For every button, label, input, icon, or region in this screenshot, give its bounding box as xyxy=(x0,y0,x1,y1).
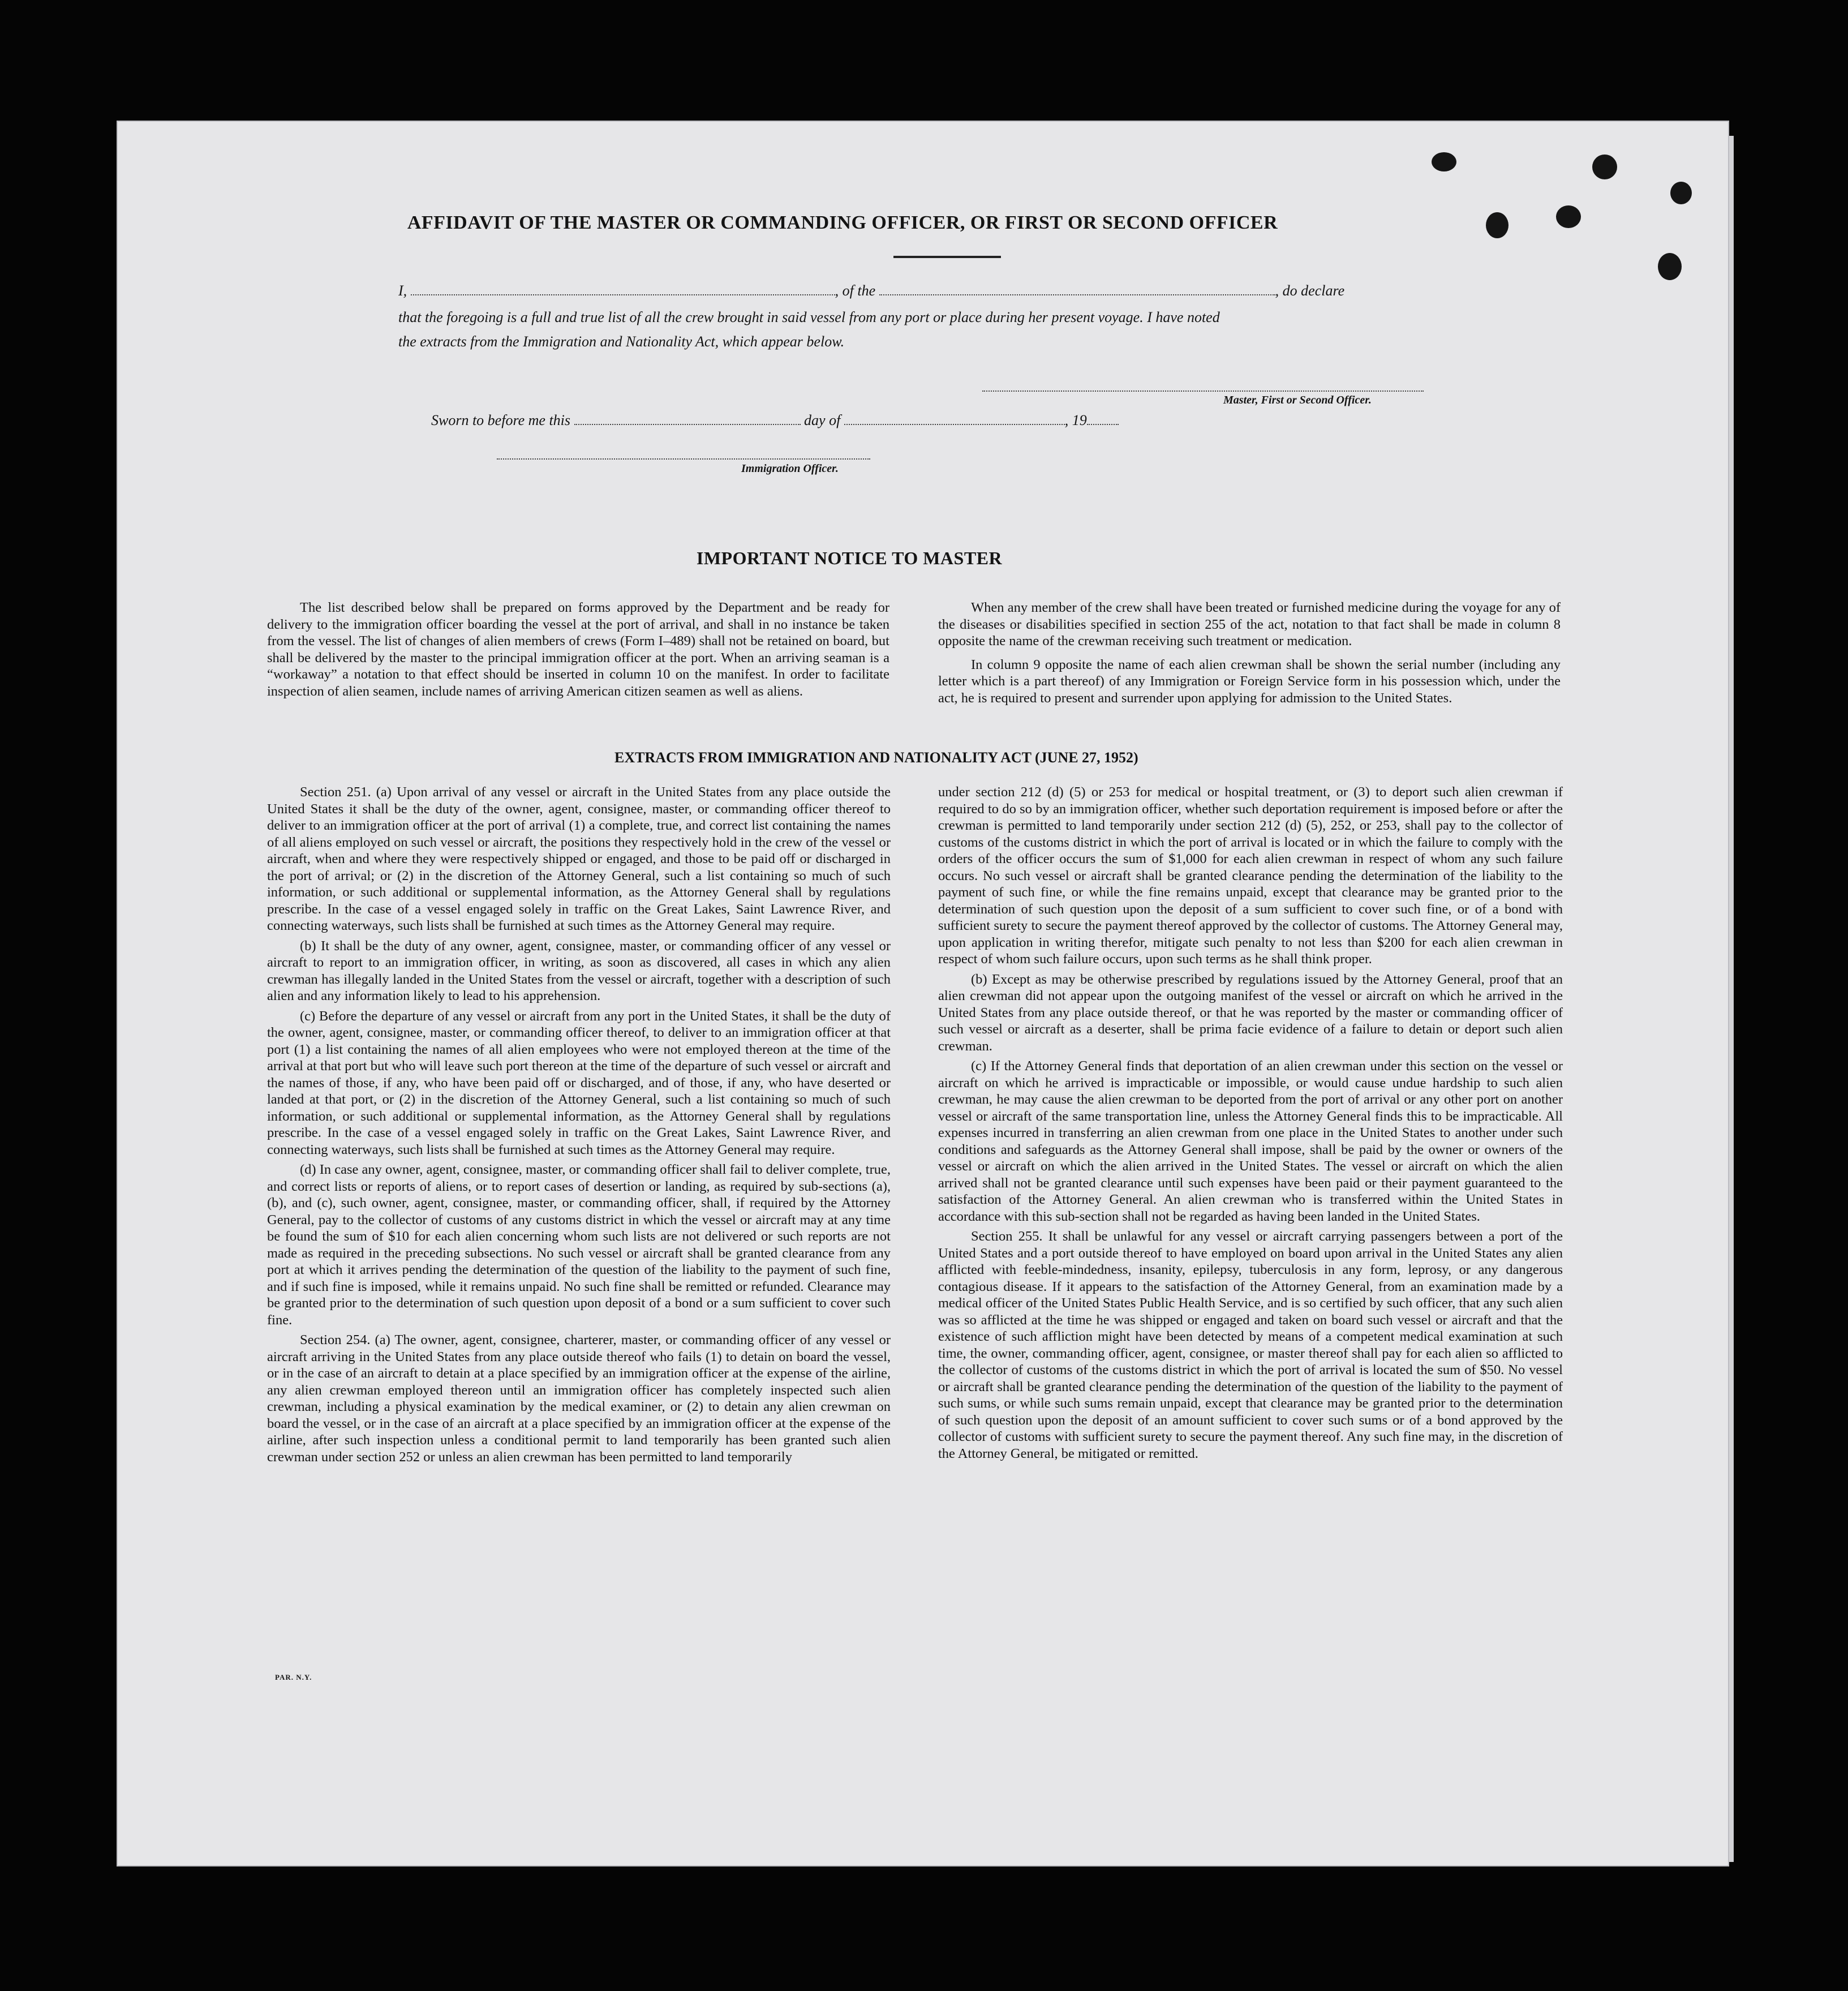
day-of-label: day of xyxy=(804,412,841,428)
section-254-a: Section 254. (a) The owner, agent, consignee, charterer, master, or commanding officer of any vessel or aircraft arriving in the United States from any place outside thereof who fails (1) to detain on board the vessel, or in the case of an aircraft to detain at a place specified by an immigration officer at the expense of the airline, any alien crewman employed thereon until an immigration officer has completely inspected such alien crewman, including a physical examination by the medical examiner, or (2) to detain any alien crewman on board the vessel, or in the case of an aircraft at a place specified by an immigration officer at the expense of the airline, after such inspection unless a conditional permit to land temporarily has been granted such alien crewman under section 252 or unless an alien crewman has been permitted to land temporarily xyxy=(267,1332,891,1465)
sworn-label: Sworn to before me this xyxy=(431,412,571,428)
extracts-left-column xyxy=(267,784,891,1469)
section-254-a-continued: under section 212 (d) (5) or 253 for medical or hospital treatment, or (3) to deport such alien crewman if required to do so by an immigration officer, whether such deportation requirement is imposed before or after the crewman is permitted to land temporarily under section 212 (d) (5), 252, or 253, shall pay to the collector of customs of the customs district in which the port of arrival is located or in which the failure to comply with the orders of the officer occurs the sum of $1,000 for each alien crewman in respect of whom any such failure occurs. No such vessel or aircraft shall be granted clearance pending the determination of the liability to the payment of such fine, or while the fine remains unpaid, except that clearance may be granted prior to the determination of such question upon the deposit of a sum sufficient to cover such fine, or of a bond with sufficient surety to secure the payment thereof approved by the collector of customs. The Attorney General may, upon application in writing therefor, mitigate such penalty to not less than $200 for each alien crewman in respect of whom such failure occurs, upon such terms as he shall think proper. xyxy=(938,784,1563,967)
section-251-b: (b) It shall be the duty of any owner, agent, consignee, master, or commanding officer of any vessel or aircraft to report to an immigration officer, in writing, as soon as discovered, all cases in which any alien crewman has illegally landed in the United States from the vessel or aircraft, together with a description of such alien and any information likely to lead to his apprehension. xyxy=(267,938,891,1003)
year-label: , 19 xyxy=(1064,412,1087,428)
vessel-blank[interactable] xyxy=(879,283,1275,295)
printer-mark: PAR. N.Y. xyxy=(275,1673,312,1681)
section-254-c: (c) If the Attorney General finds that deportation of an alien crewman under this section on the vessel or aircraft on which he arrived is impracticable or impossible, or would cause undue hardship to such alien crewman, he may cause the alien crewman to be deported from the port of arrival or any other port on another vessel or aircraft of the same transportation line, unless the Attorney General finds this to be impracticable. All expenses incurred in transferring an alien crewman from one place in the United States to another under such conditions and safeguards as the Attorney General shall impose, shall be paid by the owner or owners of the vessel or aircraft on which the alien arrived in the United States. The vessel or aircraft on which the alien arrived shall not be granted clearance until such expenses have been paid or their payment guaranteed to the satisfaction of the Attorney General. An alien crewman who is transferred within the United States in accordance with this sub-section shall not be regarded as having been landed in the United States. xyxy=(938,1058,1563,1224)
declaration-line-1 xyxy=(398,282,1344,299)
ink-spot xyxy=(1670,182,1692,204)
title-rule xyxy=(893,256,1001,258)
affidavit-title: AFFIDAVIT OF THE MASTER OR COMMANDING OFFICER, OR FIRST OR SECOND OFFICER xyxy=(407,212,1278,233)
sworn-day-blank[interactable] xyxy=(574,413,801,425)
of-the-label: , of the xyxy=(835,282,876,299)
section-251-a: Section 251. (a) Upon arrival of any vessel or aircraft in the United States from any place outside the United States it shall be the duty of the owner, agent, consignee, master, or commanding officer thereof to deliver to an immigration officer at the port of arrival (1) a complete, true, and correct list containing the names of all aliens employed on such vessel or aircraft, the positions they respectively hold in the crew of the vessel or aircraft, when and where they were respectively shipped or engaged, and those to be paid off or discharged in the port of arrival; or (2) in the discretion of the Attorney General, such a list containing so much of such information, or such additional or supplemental information, as the Attorney General shall by regulations prescribe. In the case of a vessel engaged solely in traffic on the Great Lakes, Saint Lawrence River, and connecting waterways, such lists shall be furnished at such times as the Attorney General may require. xyxy=(267,784,891,933)
notice-right-paragraph-2: In column 9 opposite the name of each alien crewman shall be shown the serial number (including any letter which is a part thereof) of any Immigration or Foreign Service form in his possession which, under the act, he is required to present and surrender upon applying for admission to the United States. xyxy=(938,656,1561,706)
officer-signature-line[interactable] xyxy=(497,458,870,460)
master-signature-label: Master, First or Second Officer. xyxy=(1223,394,1372,406)
notice-right-column xyxy=(938,599,1561,710)
section-254-b: (b) Except as may be otherwise prescribed by regulations issued by the Attorney General, proof that an alien crewman did not appear upon the outgoing manifest of the vessel or aircraft on which he arrived in the United States from any place outside thereof, or that he was reported by the master or commanding officer of such vessel or aircraft as a deserter, shall be prima facie evidence of a failure to detain or deport such alien crewman. xyxy=(938,971,1563,1054)
ink-spot xyxy=(1592,155,1617,179)
sworn-month-blank[interactable] xyxy=(844,413,1065,425)
document-page xyxy=(117,121,1729,1866)
section-251-d: (d) In case any owner, agent, consignee, master, or commanding officer shall fail to deliver complete, true, and correct lists or reports of aliens, or to report cases of desertion or landing, as required by sub-sections (a), (b), and (c), such owner, agent, consignee, master, or commanding officer, shall, if required by the Attorney General, pay to the collector of customs of any customs district in which the vessel or aircraft may at any time be found the sum of $10 for each alien concerning whom such lists are not delivered or such reports are not made as required in the preceding subsections. No such vessel or aircraft shall be granted clearance from any port at which it arrives pending the determination of the question of the liability to the payment of such fine, and if such fine is imposed, while it remains unpaid. No such fine shall be remitted or refunded. Clearance may be granted prior to the determination of such question upon deposit of a bond or a sum sufficient to cover such fine. xyxy=(267,1162,891,1328)
section-255: Section 255. It shall be unlawful for any vessel or aircraft carrying passengers between a port of the United States and a port outside thereof to have employed on board upon arrival in the United States any alien afflicted with feeble-mindedness, insanity, epilepsy, tuberculosis in any form, leprosy, or any dangerous contagious disease. If it appears to the satisfaction of the Attorney General, from an examination made by a medical officer of the United States Public Health Service, and is so certified by such officer, that any such alien was so afflicted at the time he was shipped or engaged and taken on board such vessel or aircraft and that the existence of such affliction might have been detected by means of a competent medical examination at such time, the owner, commanding officer, agent, consignee, or master thereof shall pay for each alien so afflicted to the collector of customs of the customs district in which the port of arrival is located the sum of $50. No vessel or aircraft shall be granted clearance pending the determination of the question of the liability to the payment of such sums, or while such sums remain unpaid, except that clearance may be granted prior to the determination of such question upon the deposit of an amount sufficient to cover such sums or of a bond approved by the collector of customs with sufficient surety to secure the payment thereof. Any such fine may, in the discretion of the Attorney General, be mitigated or remitted. xyxy=(938,1229,1563,1461)
name-blank[interactable] xyxy=(411,283,835,295)
sworn-line xyxy=(431,412,1119,429)
notice-right-paragraph-1: When any member of the crew shall have been treated or furnished medicine during the voyage for any of the diseases or disabilities specified in section 255 of the act, notation to that fact shall be made in column 8 opposite the name of the crewman receiving such treatment or medication. xyxy=(938,600,1561,649)
i-label: I, xyxy=(398,282,407,299)
sworn-year-blank[interactable] xyxy=(1087,413,1119,425)
declaration-line-3: the extracts from the Immigration and Nationality Act, which appear below. xyxy=(398,333,845,350)
ink-spot xyxy=(1432,152,1456,171)
declaration-line-2: that the foregoing is a full and true list of all the crew brought in said vessel from any port or place during her present voyage. I have noted xyxy=(398,309,1220,325)
notice-left-paragraph: The list described below shall be prepared on forms approved by the Department and be ready for delivery to the immigration officer boarding the vessel at the port of arrival, and shall in no instance be taken from the vessel. The list of changes of alien members of crews (Form I–489) shall not be retained on board, but shall be delivered by the master to the principal immigration officer at the port. When an arriving seaman is a “workaway” a notation to that effect should be inserted in column 10 on the manifest. In order to facilitate inspection of alien seamen, include names of arriving American citizen seamen as well as aliens. xyxy=(267,600,889,699)
section-251-c: (c) Before the departure of any vessel or aircraft from any port in the United States, it shall be the duty of the owner, agent, consignee, master, or commanding officer thereof, to deliver to an immigration officer at that port (1) a list containing the names of all alien employees who were not employed thereon at the time of the arrival at that port but who will leave such port thereon at the time of the departure of such vessel or aircraft and the names of those, if any, who have been paid off or discharged, and of those, if any, who have deserted or landed at that port, or (2) in the discretion of the Attorney General, such a list containing so much of such information, or such additional or supplemental information, as the Attorney General shall by regulations prescribe. In the case of a vessel engaged solely in traffic on the Great Lakes, Saint Lawrence River, and connecting waterways, such lists shall be furnished at such times as the Attorney General may require. xyxy=(267,1008,891,1157)
notice-left-column xyxy=(267,599,889,703)
declare-label: , do declare xyxy=(1275,282,1345,299)
extracts-title: EXTRACTS FROM IMMIGRATION AND NATIONALITY ACT (JUNE 27, 1952) xyxy=(614,749,1138,766)
officer-signature-label: Immigration Officer. xyxy=(741,462,839,475)
notice-title: IMPORTANT NOTICE TO MASTER xyxy=(696,548,1003,568)
master-signature-line[interactable] xyxy=(982,391,1424,392)
ink-spot xyxy=(1658,253,1682,280)
extracts-right-column xyxy=(938,784,1563,1465)
